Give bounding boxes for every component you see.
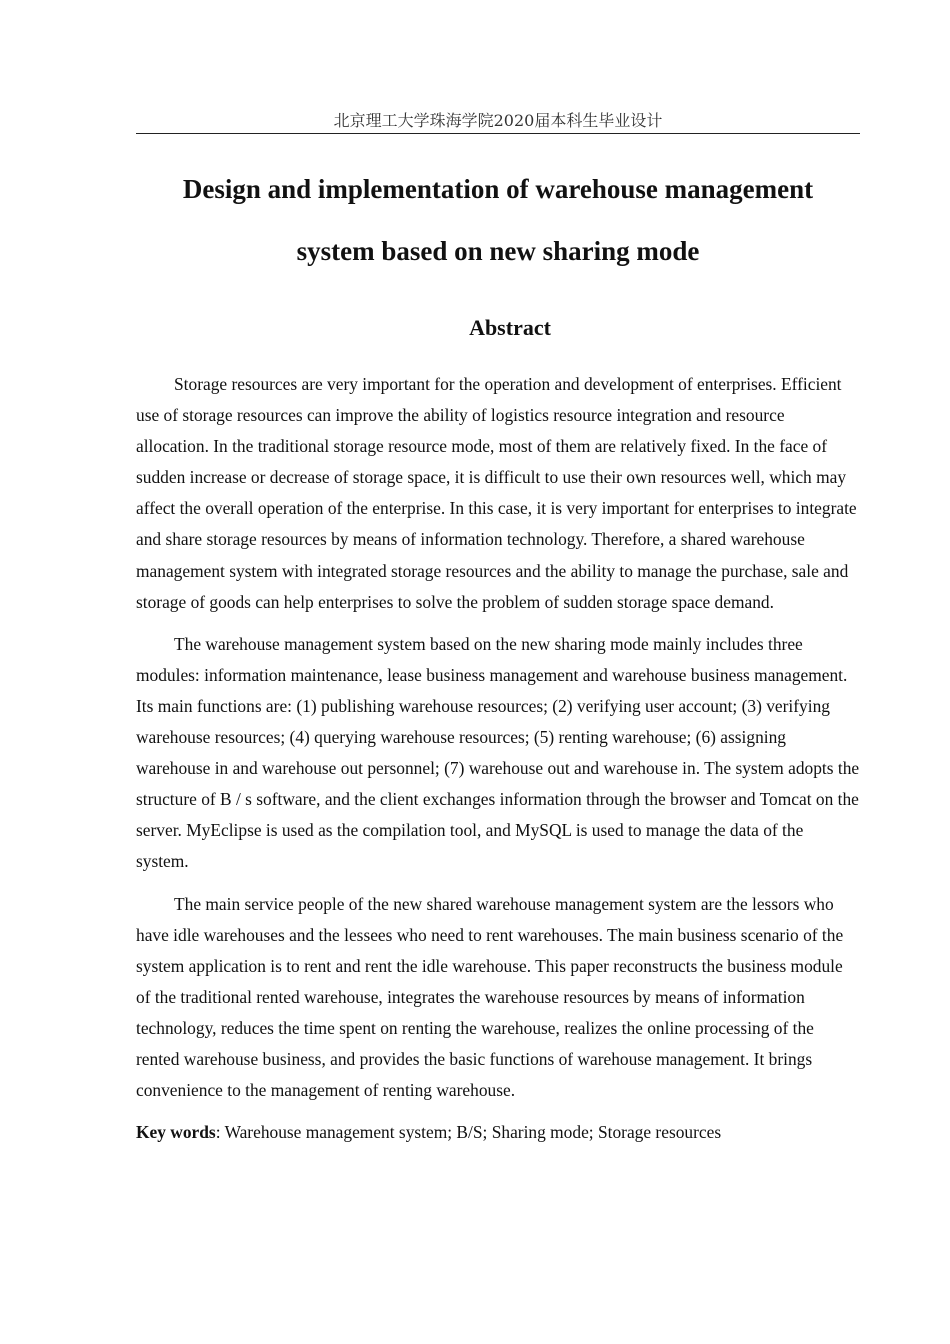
running-header: 北京理工大学珠海学院2020届本科生毕业设计 <box>136 110 860 134</box>
abstract-paragraph-2: The warehouse management system based on the new sharing mode mainly includes three modules: information maintenance, lease business management and warehouse business management. Its main functions are: (1) publishing warehouse resources; (2) verifying user account; (3) verifying warehouse resources; (4) querying warehouse resources; (5) renting warehouse; (6) assigning warehouse in and warehouse out personnel; (7) warehouse out and warehouse in. The system adopts the structure of B / s software, and the client exchanges information through the browser and Tomcat on the server. MyEclipse is used as the compilation tool, and MySQL is used to manage the data of the system. <box>136 633 860 872</box>
keywords-label: Key words <box>136 1122 216 1143</box>
keywords-line <box>136 1117 860 1148</box>
abstract-body <box>136 369 860 1159</box>
abstract-heading: Abstract <box>469 315 551 340</box>
abstract-paragraph-3: The main service people of the new shared warehouse management system are the lessors who have idle warehouses and the lessees who need to rent warehouses. The main business scenario of the system application is to rent and rent the idle warehouse. This paper reconstructs the business module of the traditional rented warehouse, integrates the warehouse resources by means of information technology, reduces the time spent on renting the warehouse, realizes the online processing of the rented warehouse business, and provides the basic functions of warehouse management. It brings convenience to the management of renting warehouse. <box>136 893 844 1101</box>
abstract-paragraph-1: Storage resources are very important for the operation and development of enterprises. Efficient use of storage resources can improve the ability of logistics resource integration and resource allocation. In the traditional storage resource mode, most of them are relatively fixed. In the face of sudden increase or decrease of storage space, it is difficult to use their own resources well, which may affect the overall operation of the enterprise. In this case, it is very important for enterprises to integrate and share storage resources by means of information technology. Therefore, a shared warehouse management system with integrated storage resources and the ability to manage the purchase, sale and storage of goods can help enterprises to solve the problem of sudden storage space demand. <box>136 374 857 612</box>
paper-title-line-2: system based on new sharing mode <box>296 236 700 266</box>
keywords-text: : Warehouse management system; B/S; Sharing mode; Storage resources <box>215 1122 722 1143</box>
paper-title-line-1: Design and implementation of warehouse management <box>182 174 814 204</box>
paper-title <box>136 158 860 282</box>
